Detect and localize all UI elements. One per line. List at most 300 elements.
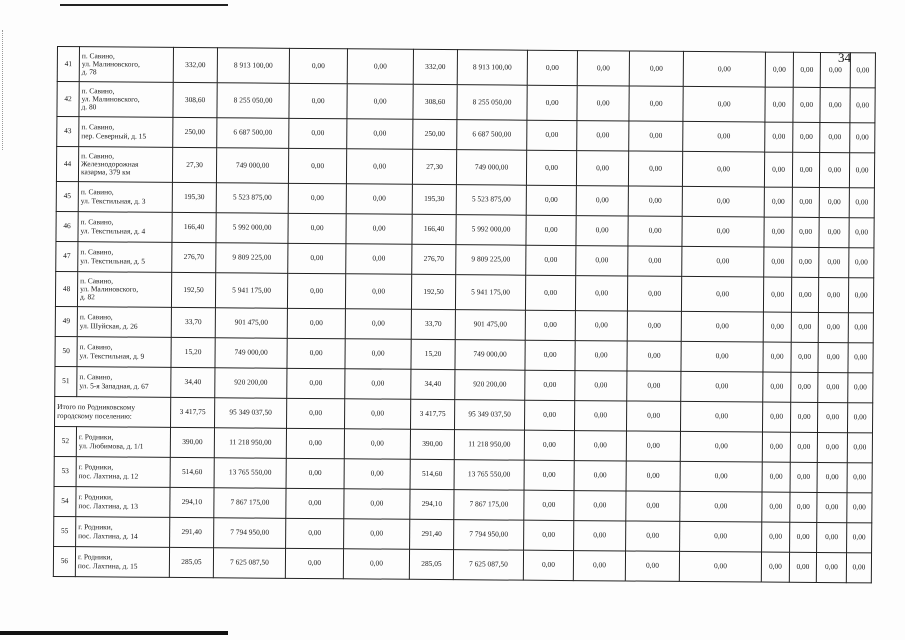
value-cell: 3 417,75 <box>171 397 215 427</box>
address-cell <box>78 182 172 213</box>
value-cell: 390,00 <box>410 429 454 459</box>
address-line: п. Савино, <box>81 150 114 161</box>
row-number: 54 <box>54 486 76 516</box>
value-cell: 0,00 <box>576 216 628 246</box>
value-cell: 0,00 <box>683 86 765 122</box>
value-cell: 0,00 <box>819 152 849 187</box>
value-cell: 0,00 <box>792 247 819 277</box>
value-cell: 0,00 <box>626 401 680 431</box>
value-cell: 166,40 <box>172 212 216 242</box>
value-cell: 0,00 <box>680 491 762 522</box>
address-line: ул. Шуйская, д. 26 <box>79 320 138 331</box>
value-cell: 0,00 <box>850 88 875 123</box>
address-line: д. 80 <box>81 102 97 112</box>
value-cell: 0,00 <box>848 343 873 373</box>
value-cell: 27,30 <box>412 149 456 184</box>
address-line: п. Савино, <box>81 85 115 96</box>
value-cell: 0,00 <box>763 372 791 402</box>
value-cell: 5 941 175,00 <box>215 273 287 309</box>
value-cell: 95 349 037,50 <box>215 398 287 429</box>
value-cell: 308,60 <box>173 82 217 117</box>
value-cell: 0,00 <box>819 187 849 217</box>
value-cell: 192,50 <box>411 274 455 309</box>
value-cell: 749 000,00 <box>216 148 288 184</box>
value-cell: 0,00 <box>525 275 575 310</box>
value-cell: 0,00 <box>575 341 627 371</box>
value-cell: 11 218 950,00 <box>454 430 524 461</box>
address-cell <box>78 147 172 183</box>
value-cell: 0,00 <box>577 121 629 151</box>
value-cell: 195,30 <box>412 184 456 214</box>
value-cell: 13 765 550,00 <box>214 458 286 489</box>
value-cell: 901 475,00 <box>215 308 287 339</box>
value-cell: 920 200,00 <box>455 370 525 401</box>
value-cell: 0,00 <box>792 187 819 217</box>
address-line: ул. Малиновского, <box>81 59 140 69</box>
value-cell: 0,00 <box>347 49 413 85</box>
value-cell: 0,00 <box>818 312 848 342</box>
address-line: д. 82 <box>79 292 95 302</box>
value-cell: 0,00 <box>344 459 410 490</box>
value-cell: 0,00 <box>346 149 412 185</box>
value-cell: 8 255 050,00 <box>457 85 527 121</box>
value-cell: 0,00 <box>576 246 628 276</box>
value-cell: 0,00 <box>286 488 344 518</box>
value-cell: 250,00 <box>173 117 217 147</box>
value-cell: 0,00 <box>527 50 577 85</box>
address-line: п. Савино, <box>80 217 114 227</box>
value-cell: 0,00 <box>577 86 629 121</box>
value-cell: 0,00 <box>345 309 411 340</box>
value-cell: 0,00 <box>287 308 345 338</box>
value-cell: 9 809 225,00 <box>216 243 288 274</box>
address-line: г. Родники, <box>77 552 113 562</box>
value-cell: 514,60 <box>410 459 454 489</box>
value-cell: 0,00 <box>345 274 411 310</box>
value-cell: 34,40 <box>411 369 455 399</box>
value-cell: 0,00 <box>791 372 818 402</box>
address-line: п. Савино, <box>80 247 114 257</box>
value-cell: 0,00 <box>627 311 681 341</box>
row-number: 43 <box>57 117 79 147</box>
address-line: п. Савино, <box>81 122 115 132</box>
value-cell: 33,70 <box>171 307 215 337</box>
address-line: г. Родники, <box>78 462 114 472</box>
value-cell: 0,00 <box>790 522 817 552</box>
value-cell: 0,00 <box>575 371 627 401</box>
row-number: 44 <box>56 147 78 182</box>
value-cell: 0,00 <box>628 246 682 276</box>
address-line: г. Родники, <box>78 492 113 502</box>
value-cell: 0,00 <box>524 460 574 490</box>
value-cell: 0,00 <box>847 403 872 433</box>
value-cell: 749 000,00 <box>456 150 526 186</box>
row-number: 48 <box>55 271 77 306</box>
value-cell: 0,00 <box>762 432 790 462</box>
address-line: пос. Лахтина, д. 13 <box>78 500 139 511</box>
value-cell: 0,00 <box>848 313 873 343</box>
value-cell: 0,00 <box>792 152 819 187</box>
address-cell <box>77 307 171 338</box>
value-cell: 0,00 <box>288 183 346 213</box>
value-cell: 0,00 <box>790 462 817 492</box>
value-cell: 285,05 <box>409 549 453 579</box>
value-cell: 0,00 <box>524 520 574 550</box>
bottom-rule <box>0 631 228 635</box>
row-number: 51 <box>55 366 77 396</box>
row-number: 42 <box>57 82 79 117</box>
value-cell: 0,00 <box>680 521 762 552</box>
address-cell <box>76 487 170 518</box>
value-cell: 15,20 <box>171 337 215 367</box>
value-cell: 0,00 <box>820 52 850 87</box>
value-cell: 0,00 <box>680 431 762 462</box>
value-cell: 0,00 <box>765 122 793 152</box>
value-cell: 0,00 <box>818 277 848 312</box>
value-cell: 9 809 225,00 <box>456 245 526 276</box>
value-cell: 749 000,00 <box>455 340 525 371</box>
value-cell: 0,00 <box>682 151 764 187</box>
value-cell: 0,00 <box>347 119 413 150</box>
address-line: пос. Лахтина, д. 15 <box>77 560 138 571</box>
address-line: п. Савино, <box>80 187 114 197</box>
value-cell: 0,00 <box>524 430 574 460</box>
value-cell: 291,40 <box>410 519 454 549</box>
value-cell: 0,00 <box>573 551 625 581</box>
value-cell: 34,40 <box>171 367 215 397</box>
value-cell: 0,00 <box>574 431 626 461</box>
value-cell: 0,00 <box>526 215 576 245</box>
value-cell: 195,30 <box>172 182 216 212</box>
value-cell: 0,00 <box>790 492 817 522</box>
row-number: 50 <box>55 336 77 366</box>
value-cell: 0,00 <box>346 214 412 245</box>
value-cell: 291,40 <box>170 517 214 547</box>
address-line: пер. Северный, д. 15 <box>81 130 147 141</box>
value-cell: 0,00 <box>344 429 410 460</box>
value-cell: 5 941 175,00 <box>455 275 525 311</box>
value-cell: 0,00 <box>682 246 764 277</box>
address-line: п. Савино, <box>79 342 113 352</box>
address-line: казарма, 379 км <box>80 167 131 177</box>
value-cell: 5 523 875,00 <box>216 183 288 214</box>
address-cell <box>76 457 170 488</box>
address-cell <box>75 547 169 578</box>
value-cell: 0,00 <box>682 186 764 217</box>
row-number: 46 <box>56 211 78 241</box>
value-cell: 0,00 <box>847 493 872 523</box>
value-cell: 0,00 <box>574 461 626 491</box>
value-cell: 308,60 <box>413 84 457 119</box>
address-line: ул. Текстильная, д. 9 <box>79 350 145 361</box>
address-line: г. Родники, <box>78 432 114 442</box>
value-cell: 7 794 950,00 <box>454 520 524 551</box>
value-cell: 7 867 175,00 <box>454 490 524 521</box>
row-number: 41 <box>57 47 79 82</box>
address-line: ул. Малиновского, <box>80 284 139 294</box>
value-cell: 276,70 <box>412 244 456 274</box>
value-cell: 0,00 <box>574 491 626 521</box>
value-cell: 0,00 <box>343 549 409 580</box>
value-cell: 7 794 950,00 <box>214 518 286 549</box>
value-cell: 0,00 <box>626 491 680 521</box>
value-cell: 0,00 <box>575 311 627 341</box>
value-cell: 11 218 950,00 <box>214 428 286 459</box>
value-cell: 0,00 <box>818 342 848 372</box>
value-cell: 0,00 <box>526 185 576 215</box>
value-cell: 332,00 <box>173 47 217 82</box>
address-cell <box>79 82 173 118</box>
value-cell: 0,00 <box>527 120 577 150</box>
address-cell <box>79 117 173 148</box>
value-cell: 285,05 <box>169 547 213 577</box>
value-cell: 0,00 <box>819 217 849 247</box>
row-number: 56 <box>53 546 75 576</box>
address-line: ул. Текстильная, д. 4 <box>80 225 146 236</box>
address-line: ул. Текстильная, д. 5 <box>80 255 146 266</box>
address-line: п. Савино, <box>79 372 113 382</box>
value-cell: 0,00 <box>846 553 871 583</box>
address-line: д. 78 <box>81 67 97 77</box>
value-cell: 0,00 <box>792 217 819 247</box>
value-cell: 0,00 <box>286 458 344 488</box>
value-cell: 0,00 <box>848 373 873 403</box>
value-cell: 0,00 <box>762 462 790 492</box>
value-cell: 294,10 <box>170 487 214 517</box>
row-number: 49 <box>55 306 77 336</box>
value-cell: 0,00 <box>526 150 576 185</box>
value-cell: 0,00 <box>765 87 793 122</box>
value-cell: 0,00 <box>574 521 626 551</box>
value-cell: 0,00 <box>525 340 575 370</box>
value-cell: 192,50 <box>171 272 215 307</box>
address-line: пос. Лахтина, д. 14 <box>78 530 138 541</box>
value-cell: 390,00 <box>170 427 214 457</box>
value-cell: 0,00 <box>344 489 410 520</box>
value-cell: 0,00 <box>525 370 575 400</box>
value-cell: 0,00 <box>524 400 574 430</box>
value-cell: 0,00 <box>679 551 761 582</box>
page-number: 34 <box>838 50 851 65</box>
value-cell: 0,00 <box>793 52 820 87</box>
value-cell: 0,00 <box>285 548 343 578</box>
value-cell: 6 687 500,00 <box>457 120 527 151</box>
row-number: 53 <box>54 456 76 486</box>
value-cell: 5 523 875,00 <box>456 185 526 216</box>
value-cell: 0,00 <box>288 148 346 183</box>
address-line: п. Савино, <box>79 312 113 322</box>
value-cell: 0,00 <box>625 551 679 581</box>
value-cell: 901 475,00 <box>455 310 525 341</box>
value-cell: 0,00 <box>287 368 345 398</box>
value-cell: 0,00 <box>346 184 412 215</box>
value-cell: 0,00 <box>627 341 681 371</box>
value-cell: 7 867 175,00 <box>214 488 286 519</box>
value-cell: 0,00 <box>681 371 763 402</box>
value-cell: 3 417,75 <box>411 399 455 429</box>
table-body <box>53 47 875 583</box>
value-cell: 0,00 <box>763 312 791 342</box>
address-cell <box>76 517 170 548</box>
row-number: 55 <box>54 516 76 546</box>
value-cell: 13 765 550,00 <box>454 460 524 491</box>
value-cell: 0,00 <box>628 186 682 216</box>
value-cell: 0,00 <box>576 186 628 216</box>
value-cell: 166,40 <box>412 214 456 244</box>
value-cell: 0,00 <box>524 490 574 520</box>
value-cell: 0,00 <box>525 310 575 340</box>
value-cell: 0,00 <box>286 518 344 548</box>
address-cell <box>79 47 173 83</box>
value-cell: 0,00 <box>527 85 577 120</box>
value-cell: 0,00 <box>526 245 576 275</box>
value-cell: 0,00 <box>680 401 762 432</box>
value-cell: 0,00 <box>681 276 763 312</box>
value-cell: 8 913 100,00 <box>457 50 527 86</box>
value-cell: 0,00 <box>762 522 790 552</box>
value-cell: 95 349 037,50 <box>454 400 524 431</box>
value-cell: 0,00 <box>287 273 345 308</box>
top-rule <box>60 4 228 6</box>
value-cell: 0,00 <box>820 122 850 152</box>
value-cell: 0,00 <box>847 523 872 553</box>
value-cell: 7 625 087,50 <box>213 548 285 579</box>
value-cell: 7 625 087,50 <box>453 550 523 581</box>
row-number: 45 <box>56 181 78 211</box>
value-cell: 0,00 <box>764 247 792 277</box>
value-cell: 0,00 <box>819 247 849 277</box>
value-cell: 0,00 <box>849 153 874 188</box>
value-cell: 0,00 <box>574 401 626 431</box>
value-cell: 0,00 <box>683 121 765 152</box>
value-cell: 276,70 <box>172 242 216 272</box>
value-cell: 0,00 <box>817 402 847 432</box>
value-cell: 0,00 <box>683 51 765 87</box>
value-cell: 0,00 <box>817 492 847 522</box>
value-cell: 0,00 <box>818 372 848 402</box>
value-cell: 0,00 <box>345 339 411 370</box>
value-cell: 0,00 <box>681 341 763 372</box>
value-cell: 0,00 <box>626 521 680 551</box>
row-number: 52 <box>54 426 76 456</box>
register-table <box>53 46 876 583</box>
value-cell: 0,00 <box>793 87 820 122</box>
value-cell: 8 913 100,00 <box>217 48 289 84</box>
value-cell: 0,00 <box>344 519 410 550</box>
value-cell: 0,00 <box>681 311 763 342</box>
value-cell: 0,00 <box>287 338 345 368</box>
value-cell: 5 992 000,00 <box>216 213 288 244</box>
value-cell: 0,00 <box>627 276 681 311</box>
address-cell <box>77 367 171 398</box>
value-cell: 0,00 <box>347 84 413 120</box>
value-cell: 0,00 <box>627 371 681 401</box>
value-cell: 27,30 <box>172 147 216 182</box>
address-line: ул. Любимова, д. 1/1 <box>78 440 144 451</box>
value-cell: 0,00 <box>817 522 847 552</box>
value-cell: 0,00 <box>791 342 818 372</box>
value-cell: 0,00 <box>790 432 817 462</box>
value-cell: 0,00 <box>791 277 818 312</box>
value-cell: 0,00 <box>286 428 344 458</box>
value-cell: 33,70 <box>411 309 455 339</box>
value-cell: 0,00 <box>764 187 792 217</box>
value-cell: 0,00 <box>629 51 683 86</box>
total-label: Итого по Родниковскому городскому поселению: <box>55 396 171 427</box>
value-cell: 0,00 <box>345 399 411 430</box>
binding-marks <box>2 30 6 150</box>
value-cell: 0,00 <box>289 48 347 83</box>
value-cell: 0,00 <box>789 552 816 582</box>
value-cell: 0,00 <box>628 151 682 186</box>
value-cell: 0,00 <box>817 432 847 462</box>
value-cell: 8 255 050,00 <box>217 83 289 119</box>
value-cell: 332,00 <box>413 49 457 84</box>
value-cell: 0,00 <box>793 122 820 152</box>
value-cell: 294,10 <box>410 489 454 519</box>
value-cell: 0,00 <box>765 52 793 87</box>
address-line: ул. Малиновского, <box>81 94 140 104</box>
address-cell <box>76 427 170 458</box>
value-cell: 0,00 <box>680 461 762 492</box>
address-cell <box>77 337 171 368</box>
value-cell: 5 992 000,00 <box>456 215 526 246</box>
value-cell: 0,00 <box>850 123 875 153</box>
table-row <box>53 546 871 582</box>
value-cell: 0,00 <box>287 398 345 428</box>
value-cell: 250,00 <box>413 119 457 149</box>
value-cell: 6 687 500,00 <box>217 118 289 149</box>
value-cell: 0,00 <box>288 243 346 273</box>
value-cell: 0,00 <box>850 53 875 88</box>
value-cell: 0,00 <box>791 312 818 342</box>
value-cell: 0,00 <box>523 550 573 580</box>
value-cell: 0,00 <box>764 152 792 187</box>
address-line: п. Савино, <box>80 275 114 286</box>
value-cell: 0,00 <box>790 402 817 432</box>
address-line: пос. Лахтина, д. 12 <box>78 470 139 481</box>
value-cell: 0,00 <box>849 248 874 278</box>
value-cell: 0,00 <box>763 277 791 312</box>
value-cell: 749 000,00 <box>215 338 287 369</box>
address-line: п. Савино, <box>81 50 115 61</box>
value-cell: 0,00 <box>817 462 847 492</box>
address-line: г. Родники, <box>78 522 113 532</box>
value-cell: 0,00 <box>764 217 792 247</box>
value-cell: 0,00 <box>849 188 874 218</box>
address-line: ул. 5-я Западная, д. 67 <box>79 380 149 391</box>
value-cell: 0,00 <box>346 244 412 275</box>
value-cell: 15,20 <box>411 339 455 369</box>
value-cell: 0,00 <box>577 51 629 86</box>
value-cell: 0,00 <box>575 276 627 311</box>
value-cell: 0,00 <box>762 402 790 432</box>
value-cell: 0,00 <box>629 86 683 121</box>
value-cell: 0,00 <box>576 151 628 186</box>
address-cell <box>77 272 171 308</box>
value-cell: 0,00 <box>289 83 347 118</box>
value-cell: 0,00 <box>848 278 873 313</box>
value-cell: 0,00 <box>626 461 680 491</box>
value-cell: 0,00 <box>345 369 411 400</box>
value-cell: 0,00 <box>849 218 874 248</box>
value-cell: 0,00 <box>820 87 850 122</box>
value-cell: 0,00 <box>763 342 791 372</box>
row-number: 47 <box>56 241 78 271</box>
value-cell: 0,00 <box>288 213 346 243</box>
value-cell: 0,00 <box>761 552 789 582</box>
value-cell: 514,60 <box>170 457 214 487</box>
